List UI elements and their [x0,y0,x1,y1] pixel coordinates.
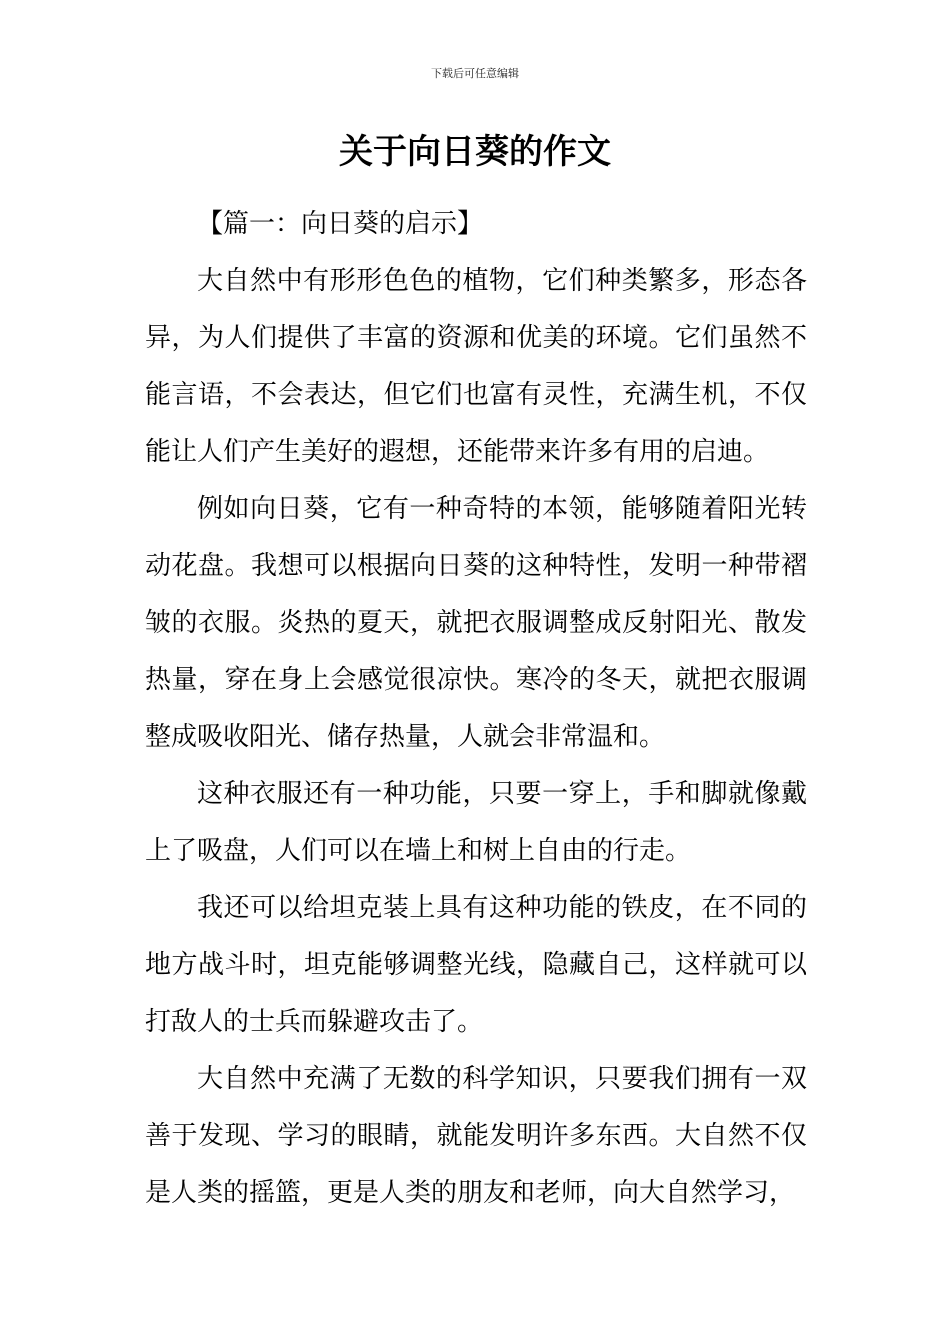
paragraph: 大自然中充满了无数的科学知识，只要我们拥有一双善于发现、学习的眼睛，就能发明许多东西。大自然不仅是人类的摇篮，更是人类的朋友和老师，向大自然学习， [145,1064,807,1208]
paragraph: 这种衣服还有一种功能，只要一穿上，手和脚就像戴上了吸盘，人们可以在墙上和树上自由的行走。 [145,779,807,866]
paragraph: 例如向日葵，它有一种奇特的本领，能够随着阳光转动花盘。我想可以根据向日葵的这种特性，发明一种带褶皱的衣服。炎热的夏天，就把衣服调整成反射阳光、散发热量，穿在身上会感觉很凉快。寒冷的冬天，就把衣服调整成吸收阳光、储存热量，人就会非常温和。 [145,494,807,752]
document-title: 关于向日葵的作文 [339,132,611,172]
paragraph: 我还可以给坦克装上具有这种功能的铁皮，在不同的地方战斗时，坦克能够调整光线，隐藏自己，这样就可以打敌人的士兵而躲避攻击了。 [145,893,807,1037]
section-heading: 【篇一：向日葵的启示】 [197,209,484,239]
paragraph: 大自然中有形形色色的植物，它们种类繁多，形态各异，为人们提供了丰富的资源和优美的环境。它们虽然不能言语，不会表达，但它们也富有灵性，充满生机，不仅能让人们产生美好的遐想，还能带来许多有用的启迪。 [145,266,807,467]
header-note: 下载后可任意编辑 [431,67,519,80]
document-body [145,196,807,1222]
